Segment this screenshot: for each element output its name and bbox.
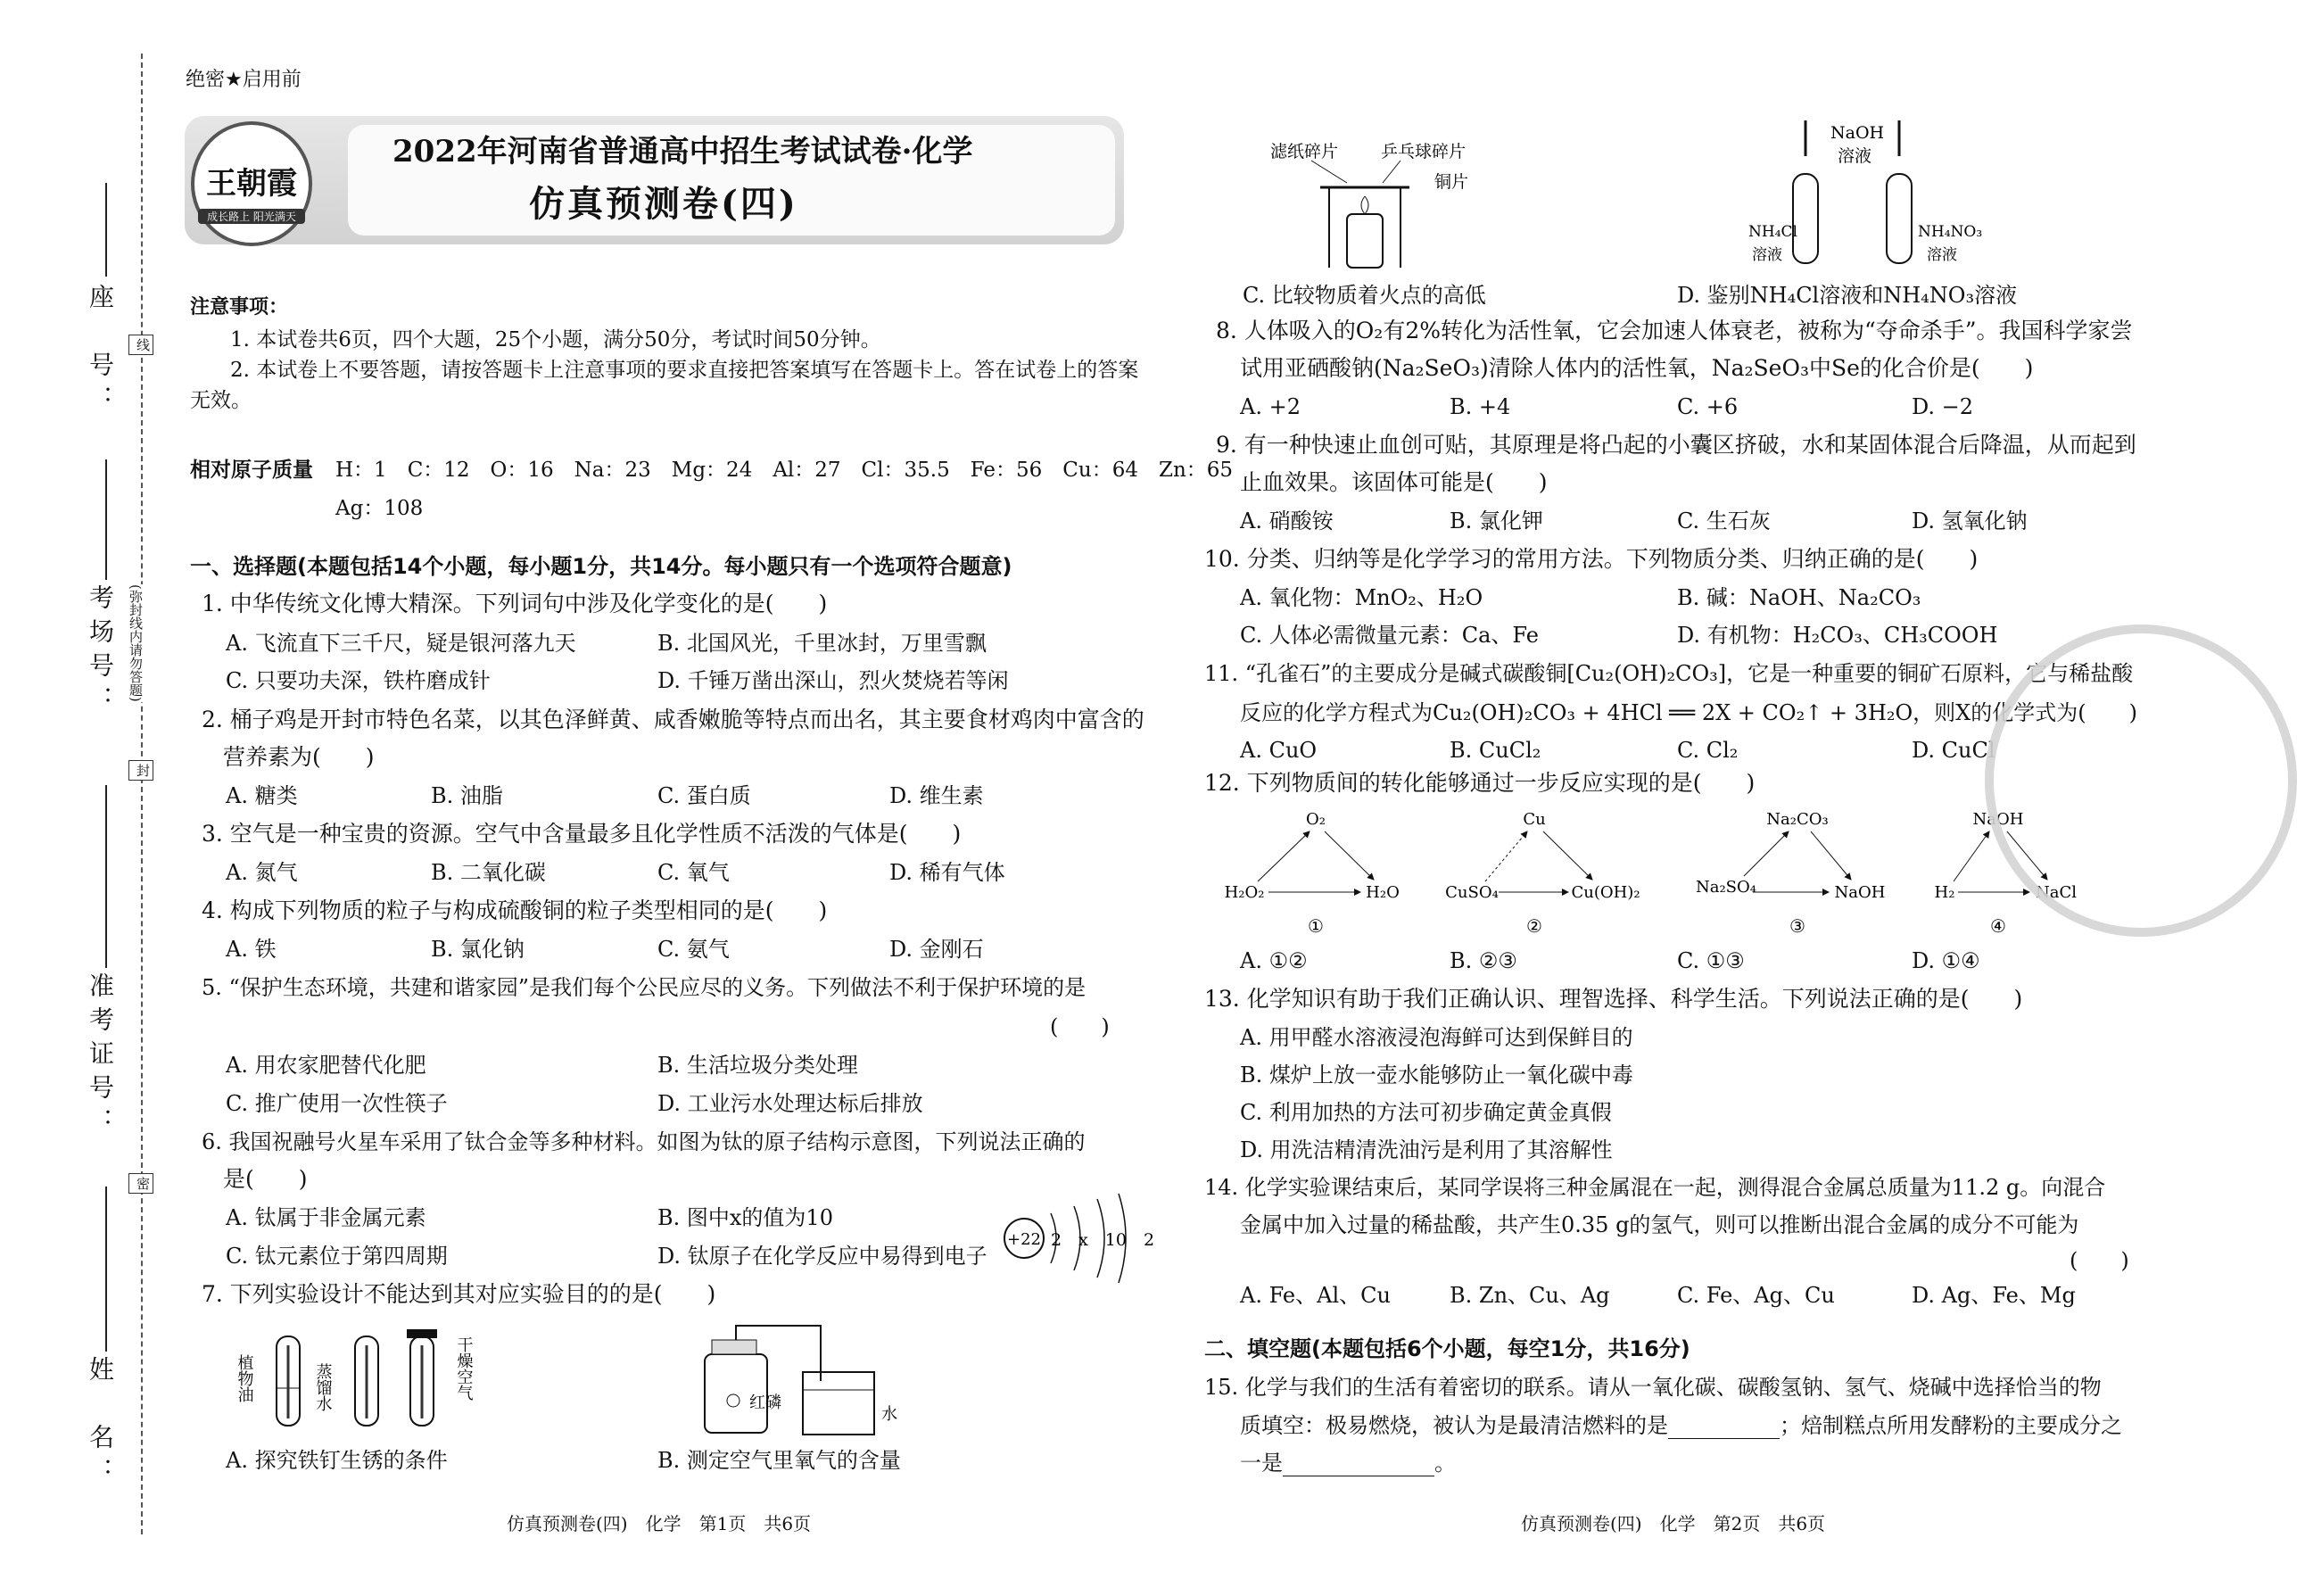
q10-option-d: D. 有机物：H₂CO₃、CH₃COOH	[1677, 623, 1998, 648]
q11-option-c: C. Cl₂	[1677, 738, 1739, 763]
d1-number: ①	[1308, 915, 1324, 937]
q2-option-b: B. 油脂	[431, 783, 503, 808]
q2-stem-cont: 营养素为( )	[223, 744, 375, 770]
logo-text: 王朝霞	[206, 166, 297, 202]
q6-option-c: C. 钛元素位于第四周期	[226, 1244, 448, 1269]
q8-stem-cont: 试用亚硒酸钠(Na₂SeO₃)清除人体内的活性氧，Na₂SeO₃中Se的化合价是( )	[1240, 355, 2034, 381]
q5-option-c: C. 推广使用一次性筷子	[226, 1091, 448, 1116]
d4-number: ④	[1990, 915, 2006, 937]
q2-option-d: D. 维生素	[889, 783, 984, 808]
q3-option-a: A. 氮气	[226, 860, 298, 885]
q13-stem: 13. 化学知识有助于我们正确认识、理智选择、科学生活。下列说法正确的是( )	[1204, 986, 2023, 1012]
section-2-heading: 二、填空题(本题包括6个小题，每空1分，共16分)	[1204, 1336, 1690, 1361]
q5-paren: ( )	[1050, 1014, 1110, 1039]
q14-option-a: A. Fe、Al、Cu	[1240, 1283, 1391, 1308]
q9-option-c: C. 生石灰	[1677, 509, 1771, 533]
q9-stem-cont: 止血效果。该固体可能是( )	[1240, 469, 1548, 495]
q12-option-a: A. ①②	[1240, 948, 1308, 973]
d3-top: Na₂CO₃	[1766, 810, 1829, 829]
q3-option-d: D. 稀有气体	[889, 860, 1005, 885]
q14-option-d: D. Ag、Fe、Mg	[1912, 1283, 2076, 1308]
q14-option-b: B. Zn、Cu、Ag	[1450, 1283, 1610, 1308]
q8-stem: 8. 人体吸入的O₂有2%转化为活性氧，它会加速人体衰老，被称为“夺命杀手”。我国科学家尝	[1216, 318, 2133, 343]
q14-option-c: C. Fe、Ag、Cu	[1677, 1283, 1835, 1308]
label-nh4no3-solution: 溶液	[1927, 246, 1957, 264]
q3-stem: 3. 空气是一种宝贵的资源。空气中含量最多且化学性质不活泼的气体是( )	[202, 821, 962, 847]
q6-option-d: D. 钛原子在化学反应中易得到电子	[657, 1244, 987, 1269]
q13-option-a: A. 用甲醛水溶液浸泡海鲜可达到保鲜目的	[1240, 1025, 1633, 1050]
q1-option-a: A. 飞流直下三千尺，疑是银河落九天	[226, 631, 576, 656]
q6-option-a: A. 钛属于非金属元素	[226, 1205, 426, 1230]
q15-text-a: 质填空：极易燃烧，被认为是最清洁燃料的是	[1240, 1413, 1668, 1438]
d4-right: NaCl	[2035, 883, 2078, 902]
q12-option-c: C. ①③	[1677, 948, 1745, 973]
q2-stem: 2. 桶子鸡是开封市特色名菜，以其色泽鲜黄、咸香嫩脆等特点而出名，其主要食材鸡肉中富含的	[202, 707, 1144, 732]
q7-fig-a-rust-tubes	[235, 1319, 500, 1439]
q15-blank-2[interactable]	[1283, 1456, 1434, 1476]
q1-option-c: C. 只要功夫深，铁杵磨成针	[226, 668, 491, 693]
label-naoh: NaOH	[1830, 123, 1885, 143]
d4-left: H₂	[1934, 883, 1955, 902]
q9-option-b: B. 氯化钾	[1450, 509, 1543, 533]
q9-stem: 9. 有一种快速止血创可贴，其原理是将凸起的小囊区挤破，水和某固体混合后降温，从而起到	[1216, 432, 2136, 458]
label-dry-air: 干燥空气	[454, 1336, 474, 1401]
seal-mark-feng: 封	[128, 760, 153, 781]
footer-page-2: 仿真预测卷(四) 化学 第2页 共6页	[1521, 1513, 1826, 1534]
q13-option-d: D. 用洗洁精清洗油污是利用了其溶解性	[1240, 1137, 1613, 1162]
q11-stem: 11. “孔雀石”的主要成分是碱式碳酸铜[Cu₂(OH)₂CO₃]，它是一种重要的铜矿石原料，它与稀盐酸	[1204, 661, 2134, 686]
notice-item-1: 1. 本试卷共6页，四个大题，25个小题，满分50分，考试时间50分钟。	[230, 328, 881, 351]
nucleus-charge: +22	[1007, 1230, 1041, 1249]
admission-label: 准考证号：	[86, 972, 115, 1142]
exam-room-fill-line	[105, 459, 107, 580]
q7-option-d: D. 鉴别NH₄Cl溶液和NH₄NO₃溶液	[1677, 283, 2018, 308]
name-fill-line	[105, 1187, 107, 1352]
q5-option-d: D. 工业污水处理达标后排放	[657, 1091, 923, 1116]
d4-top: NaOH	[1972, 810, 2024, 829]
q7-option-c: C. 比较物质着火点的高低	[1243, 283, 1486, 308]
q15-text-c: 一是	[1240, 1451, 1283, 1476]
label-naoh-solution: 溶液	[1838, 146, 1872, 166]
d2-right: Cu(OH)₂	[1571, 883, 1640, 902]
d2-left: CuSO₄	[1445, 883, 1499, 902]
label-filter-paper: 滤纸碎片	[1270, 142, 1339, 161]
notice-item-2-cont: 无效。	[190, 389, 252, 412]
q7-fig-d-tubes	[1748, 112, 1989, 268]
q7-option-b: B. 测定空气里氧气的含量	[657, 1448, 901, 1473]
label-copper-sheet: 铜片	[1434, 172, 1469, 192]
seat-label: 座 号：	[86, 284, 115, 419]
q11-option-d: D. CuCl	[1912, 738, 1995, 763]
q11-option-b: B. CuCl₂	[1450, 738, 1541, 763]
q1-option-b: B. 北国风光，千里冰封，万里雪飘	[657, 631, 987, 656]
admission-fill-line	[105, 785, 107, 968]
q2-option-a: A. 糖类	[226, 783, 298, 808]
q8-option-b: B. +4	[1450, 394, 1511, 419]
page-title: 2022年河南省普通高中招生考试试卷·化学	[392, 134, 973, 170]
atomic-mass-line-2: Ag：108	[335, 497, 424, 520]
label-oil: 植物油	[235, 1354, 254, 1402]
q10-option-c: C. 人体必需微量元素：Ca、Fe	[1240, 623, 1539, 648]
watermark-stamp	[1985, 624, 2297, 937]
q5-option-a: A. 用农家肥替代化肥	[226, 1053, 426, 1078]
q9-option-a: A. 硝酸铵	[1240, 509, 1334, 533]
d2-number: ②	[1526, 915, 1542, 937]
q8-option-d: D. −2	[1912, 394, 1974, 419]
q7-option-a: A. 探究铁钉生锈的条件	[226, 1448, 448, 1473]
q4-option-a: A. 铁	[226, 937, 277, 962]
confidential-label: 绝密★启用前	[186, 69, 302, 91]
q5-option-b: B. 生活垃圾分类处理	[657, 1053, 858, 1078]
q7-fig-c-ignition	[1267, 134, 1508, 272]
q12-stem: 12. 下列物质间的转化能够通过一步反应实现的是( )	[1204, 770, 1756, 796]
d3-right: NaOH	[1834, 883, 1886, 902]
page-subtitle: 仿真预测卷(四)	[529, 183, 798, 225]
q15-blank-1[interactable]	[1668, 1418, 1780, 1439]
d3-left: Na₂SO₄	[1695, 878, 1757, 897]
seat-fill-line	[105, 183, 107, 277]
q13-option-b: B. 煤炉上放一壶水能够防止一氧化碳中毒	[1240, 1063, 1633, 1087]
q3-option-c: C. 氧气	[657, 860, 730, 885]
q15-text-d: 。	[1434, 1451, 1456, 1476]
label-nh4cl: NH₄Cl	[1748, 223, 1797, 241]
q1-stem: 1. 中华传统文化博大精深。下列词句中涉及化学变化的是( )	[202, 591, 828, 616]
q7-stem: 7. 下列实验设计不能达到其对应实验目的的是( )	[202, 1281, 716, 1307]
logo-motto-2: 阳光满天	[252, 211, 296, 223]
q8-option-c: C. +6	[1677, 394, 1739, 419]
q10-option-a: A. 氧化物：MnO₂、H₂O	[1240, 585, 1483, 610]
seal-mark-xian: 线	[128, 335, 153, 355]
q1-option-d: D. 千锤万凿出深山，烈火焚烧若等闲	[657, 668, 1009, 693]
name-label: 姓 名：	[86, 1356, 115, 1492]
q3-option-b: B. 二氧化碳	[431, 860, 546, 885]
logo-motto: 成长路上	[207, 211, 251, 223]
q6-stem-cont: 是( )	[223, 1166, 308, 1192]
d1-left: H₂O₂	[1224, 883, 1265, 902]
q4-option-d: D. 金刚石	[889, 937, 984, 962]
q10-option-b: B. 碱：NaOH、Na₂CO₃	[1677, 585, 1921, 610]
q5-stem: 5. “保护生态环境，共建和谐家园”是我们每个公民应尽的义务。下列做法不利于保护环境的是	[202, 975, 1087, 1000]
label-water: 水	[881, 1405, 897, 1424]
q15-text-b: ；焙制糕点所用发酵粉的主要成分之	[1780, 1413, 2122, 1438]
publisher-logo	[191, 121, 312, 246]
q13-option-c: C. 利用加热的方法可初步确定黄金真假	[1240, 1100, 1612, 1125]
label-nh4cl-solution: 溶液	[1752, 246, 1782, 264]
label-nh4no3: NH₄NO₃	[1918, 223, 1983, 241]
d2-top: Cu	[1523, 810, 1546, 829]
atomic-mass-line-1: H：1 C：12 O：16 Na：23 Mg：24 Al：27 Cl：35.5 Fe：56 Cu：64 Zn：65	[335, 459, 1234, 482]
label-distilled-water: 蒸馏水	[313, 1363, 333, 1411]
d1-top: O₂	[1306, 810, 1326, 829]
q9-option-d: D. 氢氧化钠	[1912, 509, 2028, 533]
d1-right: H₂O	[1366, 883, 1400, 902]
q15-stem: 15. 化学与我们的生活有着密切的联系。请从一氧化碳、碳酸氢钠、氢气、烧碱中选择恰当的物	[1204, 1375, 2102, 1400]
q7-fig-b-oxygen-apparatus	[687, 1319, 919, 1439]
q4-stem: 4. 构成下列物质的粒子与构成硫酸铜的粒子类型相同的是( )	[202, 897, 828, 923]
notice-item-2: 2. 本试卷上不要答题，请按答题卡上注意事项的要求直接把答案填写在答题卡上。答在试卷上的答案	[230, 359, 1139, 382]
binding-dashed-line	[141, 54, 143, 1534]
q14-paren: ( )	[2070, 1248, 2129, 1273]
q14-stem-cont: 金属中加入过量的稀盐酸，共产生0.35 g的氢气，则可以推断出混合金属的成分不可能为	[1240, 1212, 2079, 1237]
titanium-atom-diagram	[999, 1178, 1155, 1285]
q12-conversion-diagrams	[1224, 803, 2087, 941]
q2-option-c: C. 蛋白质	[657, 783, 751, 808]
q4-option-b: B. 氯化钠	[431, 937, 525, 962]
q15-line-2	[1240, 1412, 2122, 1439]
atomic-mass-label: 相对原子质量	[190, 459, 313, 482]
exam-room-label: 考场号：	[86, 584, 115, 720]
seal-warning: (弥封线内请勿答题)	[128, 584, 144, 702]
q11-option-a: A. CuO	[1240, 738, 1318, 763]
electron-shells: 2 x 10 2	[1051, 1230, 1155, 1250]
q8-option-a: A. +2	[1240, 394, 1301, 419]
d3-number: ③	[1789, 915, 1805, 937]
q4-option-c: C. 氨气	[657, 937, 730, 962]
label-red-phosphorus: 红磷	[749, 1393, 781, 1412]
q12-option-d: D. ①④	[1912, 948, 1980, 973]
q6-option-b: B. 图中x的值为10	[657, 1205, 833, 1230]
q15-line-3	[1240, 1450, 1456, 1476]
q10-stem: 10. 分类、归纳等是化学学习的常用方法。下列物质分类、归纳正确的是( )	[1204, 546, 1979, 572]
q12-option-b: B. ②③	[1450, 948, 1517, 973]
notice-heading: 注意事项：	[190, 296, 289, 318]
q11-stem-cont: 反应的化学方程式为Cu₂(OH)₂CO₃ + 4HCl ══ 2X + CO₂↑ + 3H₂O，则X的化学式为( )	[1240, 700, 2137, 725]
section-1-heading: 一、选择题(本题包括14个小题，每小题1分，共14分。每小题只有一个选项符合题意)	[190, 554, 1012, 579]
label-pingpong: 乒乓球碎片	[1381, 142, 1467, 161]
q14-stem: 14. 化学实验课结束后，某同学误将三种金属混在一起，测得混合金属总质量为11.2 g。向混合	[1204, 1175, 2106, 1200]
seal-mark-mi: 密	[128, 1173, 153, 1194]
q6-stem: 6. 我国祝融号火星车采用了钛合金等多种材料。如图为钛的原子结构示意图，下列说法正确的	[202, 1129, 1086, 1154]
footer-page-1: 仿真预测卷(四) 化学 第1页 共6页	[507, 1513, 812, 1534]
